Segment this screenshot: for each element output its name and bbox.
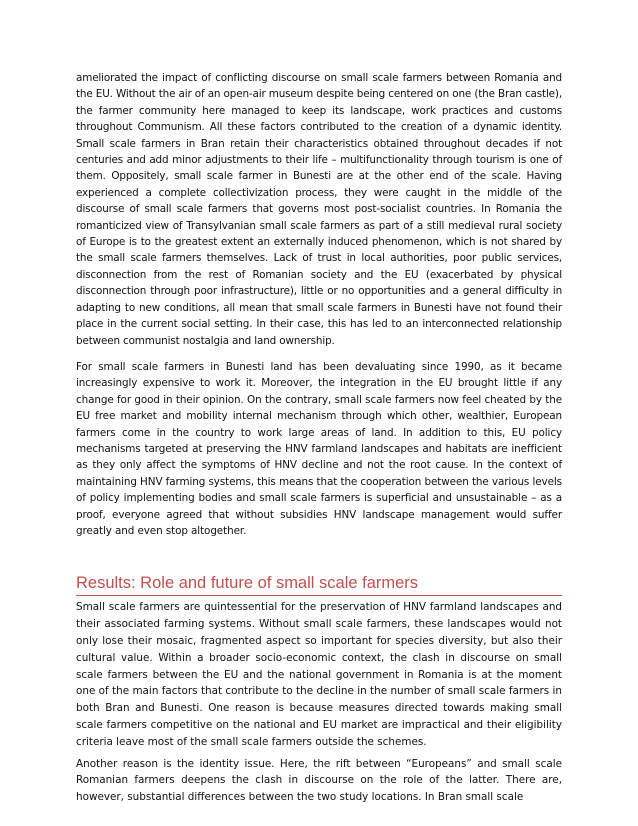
document-page (76, 70, 562, 806)
body-paragraph-3: Small scale farmers are quintessential for the preservation of HNV farmland landscapes and their associated farming systems. Without small scale farmers, these landscapes would not only lose their mosaic, fragmented aspect so important for species diversity, but also their cultural value. Within a broader socio-economic context, the clash in discourse on small scale farmers between the EU and the national government in Romania is at the moment one of the main factors that contribute to the decline in the number of small scale farmers in both Bran and Bunesti. One reason is because measures directed towards making small scale farmers competitive on the national and EU market are impractical and their eligibility criteria leave most of the small scale farmers outside the schemes. (76, 601, 562, 748)
body-paragraph-2: For small scale farmers in Bunesti land has been devaluating since 1990, as it became increasingly expensive to work it. Moreover, the integration in the EU brought little if any change for good in their opinion. On the contrary, small scale farmers now feel cheated by the EU free market and mobility internal mechanism through which other, wealthier, European farmers come in the country to work large areas of land. In addition to this, EU policy mechanisms targeted at preserving the HNV farmland landscapes and habitats are inefficient as they only affect the symptoms of HNV decline and not the root cause. In the context of maintaining HNV farming systems, this means that the cooperation between the various levels of policy implementing bodies and small scale farmers is superficial and unsustainable – as a proof, everyone agreed that without subsidies HNV landscape management would suffer greatly and even stop altogether. (76, 360, 562, 537)
body-paragraph-4: Another reason is the identity issue. Here, the rift between “Europeans” and small scale Romanian farmers deepens the clash in discourse on the role of the latter. There are, however, substantial differences between the two study locations. In Bran small scale (76, 757, 562, 804)
body-paragraph-1: ameliorated the impact of conflicting discourse on small scale farmers between Romania and the EU. Without the air of an open-air museum despite being centered on one (the Bran castle), the farmer community here managed to keep its landscape, work practices and customs throughout Communism. All these factors contributed to the creation of a dynamic identity. Small scale farmers in Bran retain their characteristics obtained throughout decades if not centuries and add minor adjustments to their life – multifunctionality through tourism is one of them. Oppositely, small scale farmer in Bunesti are at the other end of the scale. Having experienced a complete collectivization process, they were caught in the middle of the discourse of small scale farmers that governs most post-socialist countries. In Romania the romanticized view of Transylvanian small scale farmers as part of a still medieval rural society of Europe is to the greatest extent an externally induced phenomenon, which is not shared by the small scale farmers themselves. Lack of trust in local authorities, poor public services, disconnection from the rest of Romanian society and the EU (exacerbated by physical disconnection through poor infrastructure), little or no opportunities and a general difficulty in adapting to new conditions, all mean that small scale farmers in Bunesti have not found their place in the current social setting. In their case, this has led to an interconnected relationship between communist nostalgia and land ownership. (76, 72, 562, 347)
section-heading: Results: Role and future of small scale farmers (76, 573, 562, 596)
